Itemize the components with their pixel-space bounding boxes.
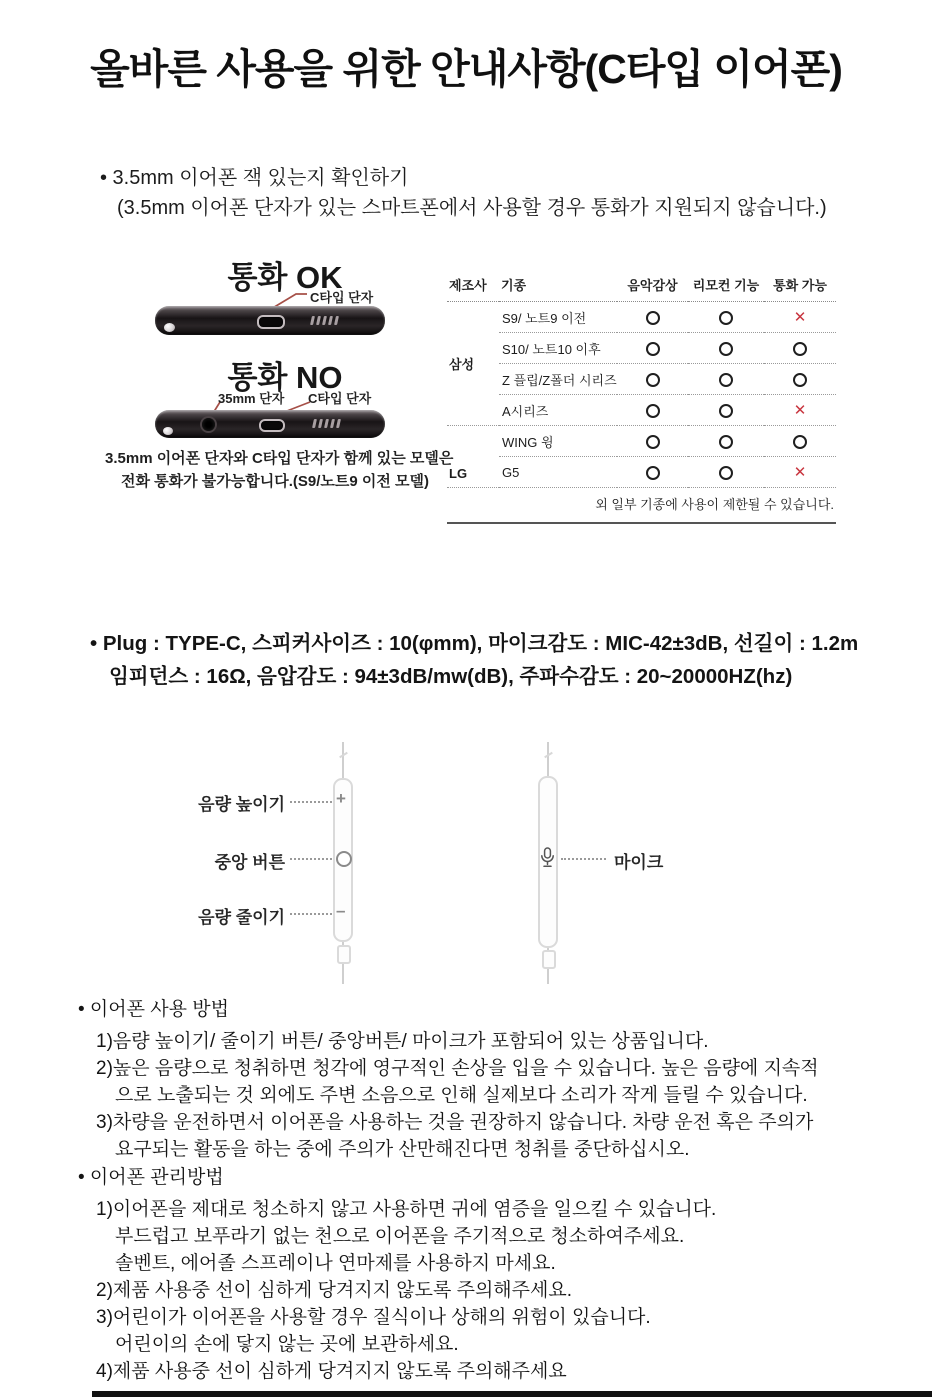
table-header-row	[447, 272, 836, 302]
mark-cell	[617, 364, 688, 395]
list-line: 부드럽고 보푸라기 없는 천으로 이어폰을 주기적으로 청소하여주세요.	[115, 1226, 685, 1247]
list-line: 3)차량을 운전하면서 이어폰을 사용하는 것을 권장하지 않습니다. 차량 운전 혹은 주의가	[96, 1112, 814, 1133]
scan-edge-bar	[92, 1391, 932, 1397]
compatibility-table	[447, 272, 836, 524]
microphone-icon	[540, 847, 555, 868]
volume-up-leader	[290, 801, 332, 803]
mark-cell	[688, 426, 764, 457]
supported-circle-mark	[793, 342, 807, 356]
model-cell: WING 윙	[499, 426, 617, 457]
care-list	[78, 1196, 716, 1385]
table-row	[447, 302, 836, 333]
model-cell: S9/ 노트9 이전	[499, 302, 617, 333]
mark-cell	[617, 302, 688, 333]
table-row	[447, 333, 836, 364]
mic-leader	[561, 858, 606, 860]
list-line: 어린이의 손에 닿지 않는 곳에 보관하세요.	[115, 1334, 459, 1355]
usbc-port-label: C타입 단자	[310, 290, 374, 305]
table-footnote: 외 일부 기종에 사용이 제한될 수 있습니다.	[447, 488, 836, 524]
call-no-title: 통화 NO	[227, 360, 343, 395]
jack-check-note	[100, 163, 827, 223]
spec-line2: 임피던스 : 16Ω, 음압감도 : 94±3dB/mw(dB), 주파수감도 : 20~20000HZ(hz)	[109, 665, 793, 688]
spec-line1: • Plug : TYPE-C, 스피커사이즈 : 10(φmm), 마이크감도 : MIC-42±3dB, 선길이 : 1.2m	[90, 632, 859, 655]
list-line: 솔벤트, 에어졸 스프레이나 연마제를 사용하지 마세요.	[115, 1253, 556, 1274]
list-line: 1)음량 높이기/ 줄이기 버튼/ 중앙버튼/ 마이크가 포함되어 있는 상품입니다.	[96, 1031, 709, 1052]
supported-circle-mark	[646, 404, 660, 418]
mark-cell	[617, 426, 688, 457]
supported-circle-mark	[719, 373, 733, 387]
center-button-label: 중앙 버튼	[214, 853, 285, 872]
supported-circle-mark	[646, 373, 660, 387]
supported-circle-mark	[719, 404, 733, 418]
list-line: 으로 노출되는 것 외에도 주변 소음으로 인해 실제보다 소리가 작게 들릴 수 있습니다.	[115, 1085, 808, 1106]
model-cell: A시리즈	[499, 395, 617, 426]
figure-call-ok	[140, 252, 430, 348]
center-button-icon	[336, 851, 352, 867]
table-header-cell: 제조사	[447, 272, 499, 302]
speaker-grill-icon	[311, 316, 338, 325]
table-header-cell: 리모컨 기능	[688, 272, 764, 302]
list-line: 3)어린이가 이어폰을 사용할 경우 질식이나 상해의 위험이 있습니다.	[96, 1307, 651, 1328]
model-cell: Z 플립/Z폴더 시리즈	[499, 364, 617, 395]
speaker-grill-icon	[313, 419, 340, 428]
supported-circle-mark	[719, 466, 733, 480]
mark-cell	[764, 426, 836, 457]
mark-cell	[764, 364, 836, 395]
usage-list	[78, 1028, 819, 1163]
mark-cell	[764, 457, 836, 488]
cable-splitter	[542, 950, 556, 969]
volume-up-plus-icon: +	[336, 789, 346, 808]
volume-up-label: 음량 높이기	[198, 795, 285, 814]
model-cell: S10/ 노트10 이후	[499, 333, 617, 364]
model-cell: G5	[499, 457, 617, 488]
list-line: 2)제품 사용중 선이 심하게 당겨지지 않도록 주의해주세요.	[96, 1280, 572, 1301]
table-header-cell: 기종	[499, 272, 617, 302]
call-ok-title: 통화 OK	[227, 260, 343, 295]
usbc-port-icon	[257, 315, 285, 329]
table-row	[447, 426, 836, 457]
figure-caption	[105, 448, 454, 493]
table-row	[447, 457, 836, 488]
supported-circle-mark	[646, 311, 660, 325]
mark-cell	[688, 457, 764, 488]
jack-check-line1: • 3.5mm 이어폰 잭 있는지 확인하기	[100, 167, 409, 189]
supported-circle-mark	[719, 435, 733, 449]
compatibility-table-grid	[447, 272, 836, 524]
list-line: 요구되는 활동을 하는 중에 주의가 산만해진다면 청취를 중단하십시오.	[115, 1139, 690, 1160]
usage-heading: • 이어폰 사용 방법	[78, 999, 229, 1020]
phone-bottom-no-image	[155, 410, 385, 438]
table-footnote-row	[447, 488, 836, 524]
mark-cell	[617, 395, 688, 426]
supported-circle-mark	[719, 342, 733, 356]
mark-cell	[688, 302, 764, 333]
supported-circle-mark	[646, 466, 660, 480]
mark-cell	[688, 395, 764, 426]
not-supported-x-mark: ✕	[793, 402, 807, 420]
not-supported-x-mark: ✕	[793, 309, 807, 327]
not-supported-x-mark: ✕	[793, 464, 807, 482]
figure-caption-line2: 전화 통화가 불가능합니다.(S9/노트9 이전 모델)	[120, 472, 430, 490]
list-line: 4)제품 사용중 선이 심하게 당겨지지 않도록 주의해주세요	[96, 1361, 567, 1382]
figure-caption-line1: 3.5mm 이어폰 단자와 C타입 단자가 함께 있는 모델은	[105, 450, 454, 467]
mark-cell	[764, 395, 836, 426]
mark-cell	[764, 302, 836, 333]
supported-circle-mark	[719, 311, 733, 325]
supported-circle-mark	[793, 435, 807, 449]
jack35-hole-icon	[202, 418, 215, 431]
table-row	[447, 364, 836, 395]
usbc-port-label: C타입 단자	[308, 391, 372, 406]
list-line: 2)높은 음량으로 청취하면 청각에 영구적인 손상을 입을 수 있습니다. 높은 음량에 지속적	[96, 1058, 819, 1079]
volume-down-minus-icon: –	[336, 901, 346, 920]
earphone-diagram	[0, 742, 932, 984]
table-row	[447, 395, 836, 426]
maker-cell: LG	[447, 426, 499, 488]
highlight-dot	[164, 323, 175, 332]
cable-splitter	[337, 945, 351, 964]
usbc-port-icon	[259, 419, 285, 432]
maker-cell: 삼성	[447, 302, 499, 426]
supported-circle-mark	[646, 435, 660, 449]
volume-down-label: 음량 줄이기	[198, 908, 285, 927]
volume-down-leader	[290, 913, 332, 915]
phone-bottom-ok-image	[155, 306, 385, 335]
list-line: 1)이어폰을 제대로 청소하지 않고 사용하면 귀에 염증을 일으킬 수 있습니다.	[96, 1199, 717, 1220]
mark-cell	[764, 333, 836, 364]
care-section	[78, 1164, 716, 1385]
table-header-cell: 음악감상	[617, 272, 688, 302]
compat-table-body	[447, 302, 836, 488]
table-header-cell: 통화 가능	[764, 272, 836, 302]
usage-section	[78, 996, 819, 1163]
supported-circle-mark	[646, 342, 660, 356]
jack-check-line2: (3.5mm 이어폰 단자가 있는 스마트폰에서 사용할 경우 통화가 지원되지 않습니다.)	[117, 197, 827, 219]
highlight-dot	[163, 427, 173, 435]
mark-cell	[688, 333, 764, 364]
mark-cell	[617, 333, 688, 364]
page-title: 올바른 사용을 위한 안내사항(C타입 이어폰)	[90, 46, 842, 92]
care-heading: • 이어폰 관리방법	[78, 1167, 224, 1188]
mark-cell	[617, 457, 688, 488]
center-button-leader	[290, 858, 332, 860]
mic-label: 마이크	[614, 853, 664, 872]
mark-cell	[688, 364, 764, 395]
spec-note	[90, 627, 858, 693]
jack35-port-label: 35mm 단자	[218, 391, 285, 406]
supported-circle-mark	[793, 373, 807, 387]
